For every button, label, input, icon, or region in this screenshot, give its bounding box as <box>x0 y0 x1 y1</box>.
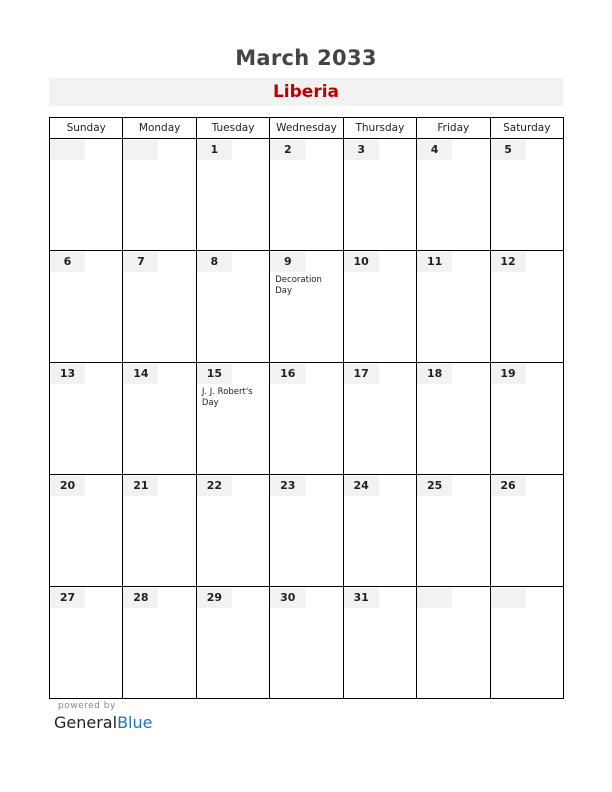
day-cell <box>50 363 123 475</box>
day-cell <box>196 475 269 587</box>
day-number <box>491 588 526 608</box>
weekday-header: Sunday <box>50 118 123 139</box>
weekday-header: Wednesday <box>270 118 343 139</box>
day-cell <box>270 587 343 699</box>
day-number: 26 <box>491 476 526 496</box>
day-number: 29 <box>197 588 232 608</box>
day-number: 18 <box>417 364 452 384</box>
brand-general: General <box>54 713 118 732</box>
day-number <box>123 140 158 160</box>
day-cell <box>490 139 563 251</box>
calendar-title: March 2033 <box>235 46 377 70</box>
holiday-label: Decoration Day <box>275 275 322 296</box>
day-number: 8 <box>197 252 232 272</box>
holiday-label: J. J. Robert's Day <box>201 387 253 408</box>
day-number: 7 <box>123 252 158 272</box>
week-row <box>50 251 564 363</box>
day-cell <box>270 139 343 251</box>
day-cell <box>123 251 196 363</box>
day-cell <box>343 251 416 363</box>
week-row <box>50 475 564 587</box>
country-name: Liberia <box>272 82 340 102</box>
day-number: 15 <box>197 364 232 384</box>
week-row <box>50 363 564 475</box>
day-cell <box>50 139 123 251</box>
day-number: 2 <box>270 140 305 160</box>
day-cell <box>123 587 196 699</box>
day-number: 20 <box>50 476 85 496</box>
day-cell <box>196 139 269 251</box>
day-cell <box>417 251 490 363</box>
week-row <box>50 139 564 251</box>
day-number: 14 <box>123 364 158 384</box>
day-number: 21 <box>123 476 158 496</box>
day-number: 4 <box>417 140 452 160</box>
day-number: 6 <box>50 252 85 272</box>
day-number <box>50 140 85 160</box>
country-banner <box>49 78 563 106</box>
weekday-header: Monday <box>123 118 196 139</box>
weekday-header: Friday <box>417 118 490 139</box>
generalblue-logo[interactable] <box>54 713 152 732</box>
day-number: 23 <box>270 476 305 496</box>
day-number: 22 <box>197 476 232 496</box>
day-cell <box>417 139 490 251</box>
day-cell <box>123 363 196 475</box>
day-cell <box>417 363 490 475</box>
powered-by-label: powered by <box>58 701 116 711</box>
day-number: 12 <box>491 252 526 272</box>
day-cell <box>123 475 196 587</box>
day-number: 19 <box>491 364 526 384</box>
weekday-header: Tuesday <box>196 118 269 139</box>
day-cell <box>196 251 269 363</box>
day-cell <box>123 139 196 251</box>
day-number: 28 <box>123 588 158 608</box>
day-number: 16 <box>270 364 305 384</box>
day-number: 9 <box>270 252 305 272</box>
day-number: 1 <box>197 140 232 160</box>
weekday-header: Saturday <box>490 118 563 139</box>
day-cell <box>343 363 416 475</box>
day-cell <box>343 475 416 587</box>
day-cell <box>270 251 343 363</box>
day-number: 13 <box>50 364 85 384</box>
day-number: 30 <box>270 588 305 608</box>
day-number: 3 <box>344 140 379 160</box>
day-cell <box>490 587 563 699</box>
day-number: 31 <box>344 588 379 608</box>
weekday-header: Thursday <box>343 118 416 139</box>
day-cell <box>490 475 563 587</box>
day-cell <box>270 363 343 475</box>
weekday-header-row <box>50 118 564 139</box>
day-number: 11 <box>417 252 452 272</box>
week-row <box>50 587 564 699</box>
day-cell <box>50 251 123 363</box>
day-number: 27 <box>50 588 85 608</box>
day-cell <box>417 475 490 587</box>
calendar-grid <box>49 117 564 699</box>
day-cell <box>196 587 269 699</box>
day-cell <box>343 139 416 251</box>
day-cell <box>490 251 563 363</box>
day-number: 24 <box>344 476 379 496</box>
day-cell <box>343 587 416 699</box>
day-number: 25 <box>417 476 452 496</box>
day-number: 17 <box>344 364 379 384</box>
day-cell <box>196 363 269 475</box>
day-cell <box>417 587 490 699</box>
day-cell <box>50 475 123 587</box>
day-number: 5 <box>491 140 526 160</box>
day-number <box>417 588 452 608</box>
day-cell <box>490 363 563 475</box>
day-cell <box>270 475 343 587</box>
brand-blue: Blue <box>117 713 153 732</box>
day-number: 10 <box>344 252 379 272</box>
day-cell <box>50 587 123 699</box>
